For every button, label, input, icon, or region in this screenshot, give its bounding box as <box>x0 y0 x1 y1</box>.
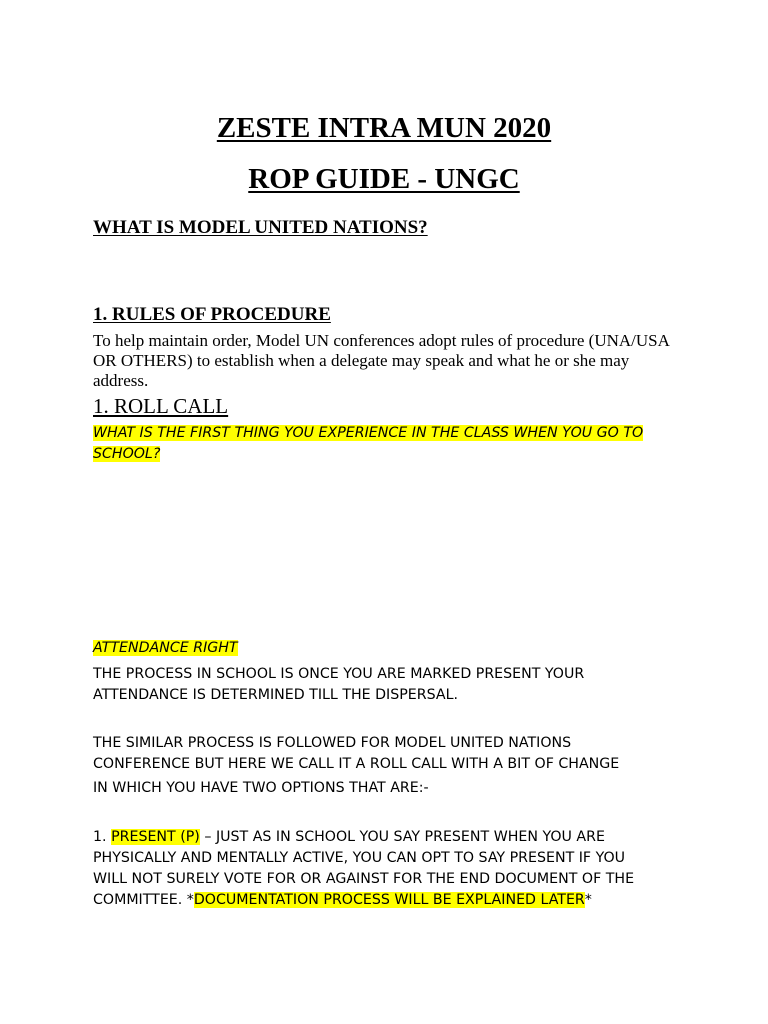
similar-line-2: CONFERENCE BUT HERE WE CALL IT A ROLL CALL WITH A BIT OF CHANGE <box>93 756 620 772</box>
present-text-suffix: * <box>584 892 592 908</box>
question-line-2 <box>93 446 678 462</box>
present-text-1: – JUST AS IN SCHOOL YOU SAY PRESENT WHEN YOU ARE <box>204 829 605 845</box>
question-highlight-2: SCHOOL? <box>93 446 161 462</box>
present-line-4 <box>93 892 678 908</box>
attendance-label: ATTENDANCE RIGHT <box>93 640 238 656</box>
question-highlight-1: WHAT IS THE FIRST THING YOU EXPERIENCE IN THE CLASS WHEN YOU GO TO <box>93 425 644 441</box>
attendance-paragraph: THE PROCESS IN SCHOOL IS ONCE YOU ARE MARKED PRESENT YOUR ATTENDANCE IS DETERMINED TILL THE DISPERSAL. <box>93 666 585 703</box>
document-subtitle: ROP GUIDE - UNGC <box>248 163 520 195</box>
question-line-1 <box>93 425 678 441</box>
attendance-label-line <box>93 640 678 656</box>
document-title: ZESTE INTRA MUN 2020 <box>216 112 552 144</box>
section-heading-what-is-mun: WHAT IS MODEL UNITED NATIONS? <box>93 217 428 238</box>
present-line-1 <box>93 829 678 845</box>
rules-paragraph: To help maintain order, Model UN conferences adopt rules of procedure (UNA/USA OR OTHERS) to establish when a delegate may speak and what he or she may address. <box>93 331 669 390</box>
present-number: 1. <box>93 829 107 845</box>
present-label: PRESENT (P) <box>111 829 200 845</box>
roll-call-heading: 1. ROLL CALL <box>93 394 229 418</box>
similar-line-3: IN WHICH YOU HAVE TWO OPTIONS THAT ARE:- <box>93 780 429 796</box>
present-line-3: WILL NOT SURELY VOTE FOR OR AGAINST FOR THE END DOCUMENT OF THE <box>93 871 635 887</box>
present-line-2: PHYSICALLY AND MENTALLY ACTIVE, YOU CAN OPT TO SAY PRESENT IF YOU <box>93 850 626 866</box>
present-text-prefix: COMMITTEE. * <box>93 892 194 908</box>
section-heading-rules-of-procedure: 1. RULES OF PROCEDURE <box>93 304 331 325</box>
similar-line-1: THE SIMILAR PROCESS IS FOLLOWED FOR MODEL UNITED NATIONS <box>93 735 572 751</box>
documentation-note: DOCUMENTATION PROCESS WILL BE EXPLAINED LATER <box>193 892 585 908</box>
